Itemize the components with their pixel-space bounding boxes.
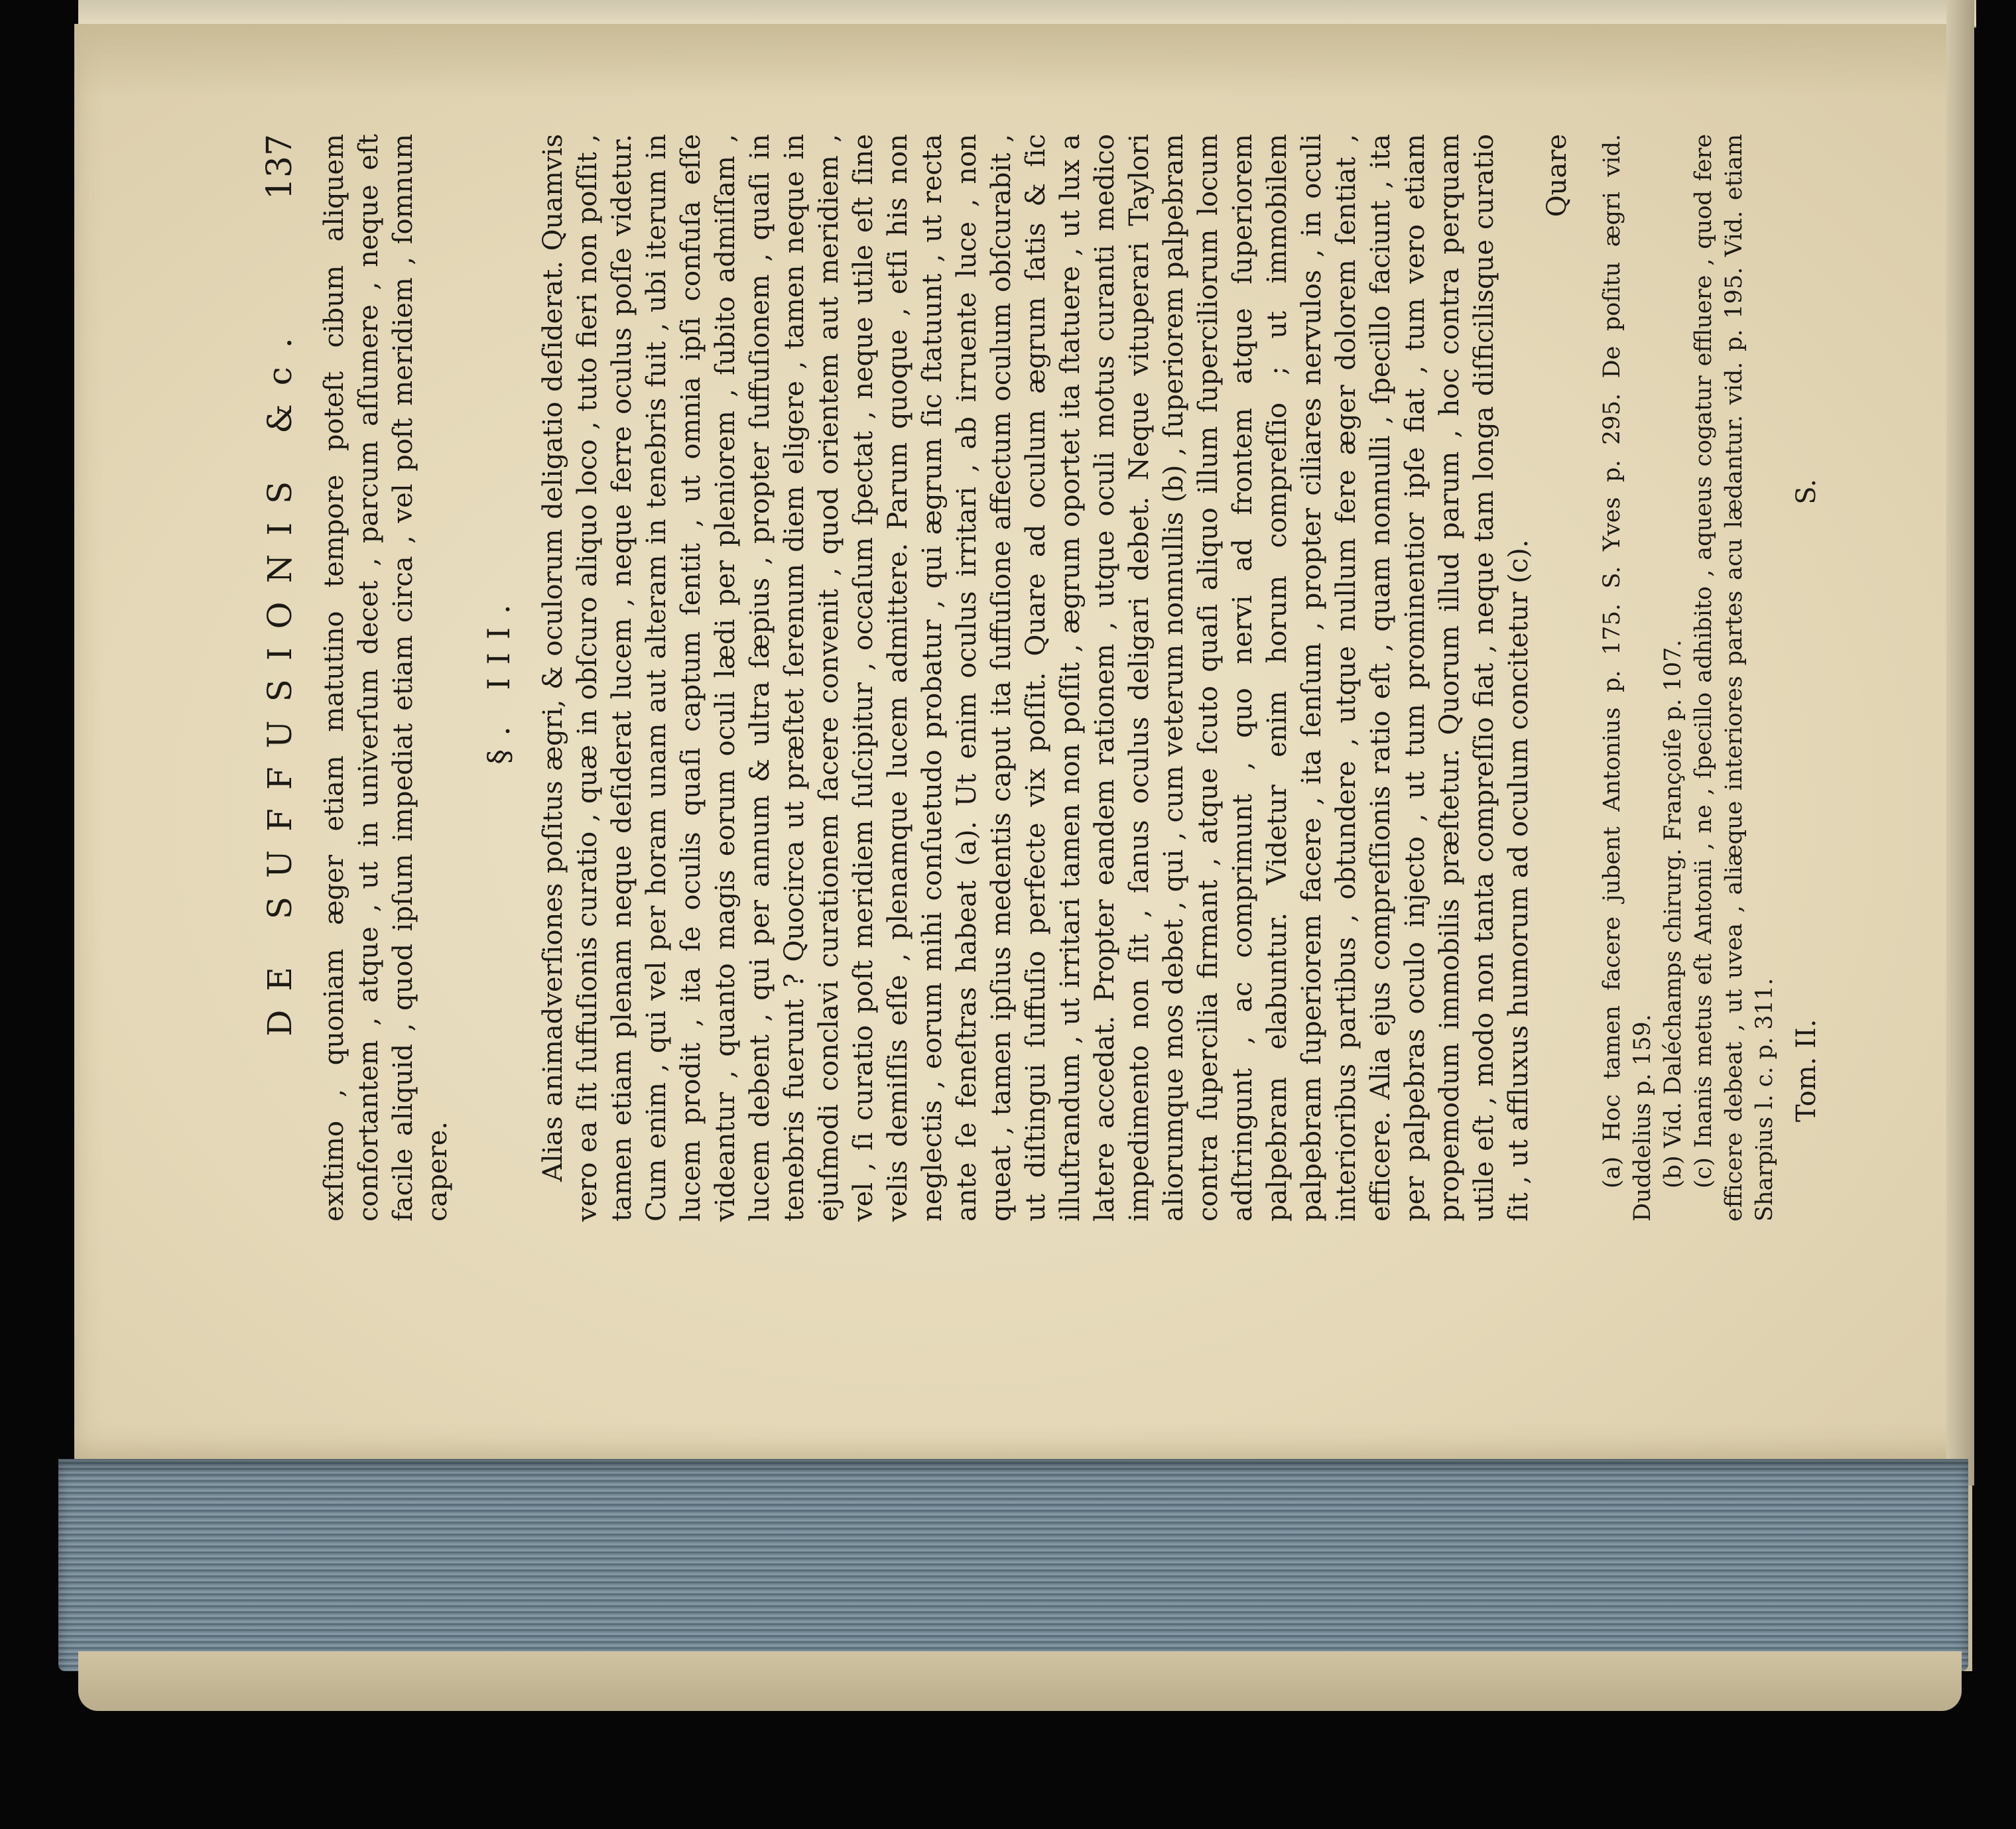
section-heading: §. III. [481,591,517,765]
running-title: DE SUFFUSIONIS &c. [261,319,299,1037]
catchword-end: S. [1791,479,1822,505]
book-fore-edge [58,1459,1968,1671]
footnotes [1597,134,1780,1222]
book-cover-bottom [78,1651,1962,1711]
footnote-c: (c) Inanis metus eſt Antonii , ne , ſpecillo adhibito , aqueus cogatur effluere , quod fere efficere debeat , ut uvea , aliæque interiores partes acu lædantur. vid. p. 195. Vid. etiam Sharpius l. c. p. 311. [1690,134,1778,1222]
paragraph-main: Alias animadverſiones poſitus ægri, & oculorum deligatio deſiderat. Quamvis vero ea ſit ſuffuſionis curatio , quæ in obſcuro aliquo loco , tuto fieri non poſſit , tamen etiam plenam neque deſiderat lucem , neque ferre oculus poſſe videtur. Cum enim , qui vel per horam unam aut alteram in tenebris fuit , ubi iterum in lucem prodit , ita ſe oculis quaſi captum ſentit , ut omnia ipſi confuſa eſſe videantur , quanto magis eorum oculi lædi per pleniorem , ſubito admiſſam , lucem debent , qui per annum & ultra ſæpius , propter ſuffuſionem , quaſi in tenebris fuerunt ? Quocirca ut præſtet ſerenum diem eligere , tamen neque in ejuſmodi conclavi curationem ſacere convenit , quod orientem aut meridiem , vel , ſi curatio poſt meridiem ſuſcipitur , occaſum ſpectat , neque utile eſt ſine velis demiſſis eſſe , plenamque lucem admittere. Parum quoque , etſi his non neglectis , eorum mihi conſuetudo probatur , qui ægrum ſic ſtatuunt , ut recta ante ſe feneſtras habeat (a). Ut enim oculus irritari , ab irruente luce , non queat , tamen ipſius medentis caput ita ſuffuſione affectum oculum obſcurabit , ut diſtingui ſuffuſio perfecte vix poſſit. Quare ad oculum ægrum ſatis & ſic illuſtrandum , ut irritari tamen non poſſit , ægrum oportet ita ſtatuere , ut lux a latere accedat. Propter eandem rationem , utque oculi motus curanti medico impedimento non ſit , ſanus oculus deligari debet. Neque vituperari Taylori aliorumque mos debet , qui , cum veterum nonnullis (b) , ſuperiorem palpebram contra ſupercilia firmant , atque ſcuto quaſi aliquo illum ſuperciliorum locum adſtringunt , ac comprimunt , quo nervi ad frontem atque ſuperiorem palpebram elabuntur. Videtur enim horum compreſſio ; ut immobilem palpebram ſuperiorem facere , ita ſenſum , propter ciliares nervulos , in oculi interioribus partibus , obtundere , utque nullum fere æger dolorem ſentiat , efficere. Alia ejus compreſſionis ratio eſt , quam nonnulli , ſpecillo faciunt , ita per palpebras oculo injecto , ut tum prominentior ipſe fiat , tum vero etiam propemodum immobilis præſtetur. Quorum illud parum , hoc contra perquam utile eſt , modo non tanta compreſſio fiat , neque tam longa diſficilisque curatio ſit , ut affluxus humorum ad oculum concitetur (c). [538,134,1534,1222]
page-number: 137 [260,134,300,200]
page-edge-strip [1946,0,1974,1485]
footnote-a: (a) Hoc tamen facere jubent Antonius p. 175. S. Yves p. 295. De poſitu ægri vid. Duddelius p. 159. [1599,134,1656,1222]
page-body [317,134,1829,1222]
page-gutter-shadow [74,24,1971,97]
catchword-mid: Quare [1542,134,1572,218]
paragraph-continuation: exſtimo , quoniam æger etiam matutino tempore poteſt cibum aliquem confortantem , atque , ut in univerſum decet , parcum aſſumere , neque eſt facile aliquid , quod ipſum impediat etiam circa , vel poſt meridiem , ſomnum capere. [319,134,453,1222]
page-header [253,134,306,1222]
page-footer [1789,134,1829,1222]
rotated-text-block [253,134,1822,1222]
signature-mark: Tom. II. [1791,1019,1822,1122]
footnote-b: (b) Vid. Daléchamps chirurg. Françoiſe p. 107. [1660,639,1686,1188]
